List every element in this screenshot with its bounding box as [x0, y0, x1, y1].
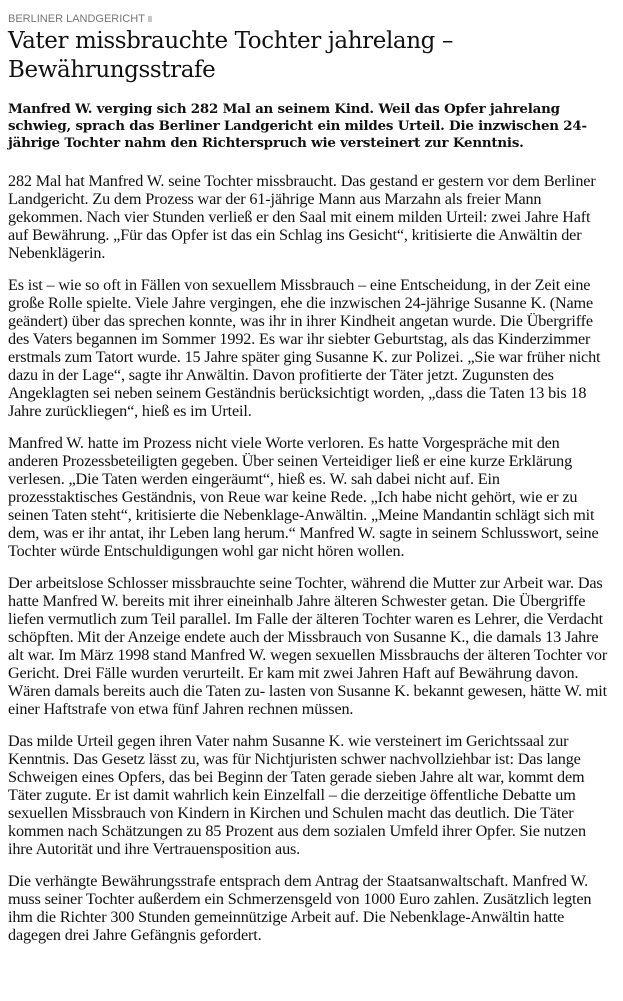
article-body [8, 172, 611, 944]
body-paragraph: 282 Mal hat Manfred W. seine Tochter missbraucht. Das gestand er gestern vor dem Berliner Landgericht. Zu dem Prozess war der 61-jährige Mann aus Marzahn als freier Mann gekommen. Nach vier Stunden verließ er den Saal mit einem milden Urteil: zwei Jahre Haft auf Bewährung. „Für das Opfer ist das ein Schlag ins Gesicht“, kritisierte die Anwältin der Nebenklägerin. [8, 172, 596, 262]
kicker [8, 12, 611, 26]
body-paragraph: Der arbeitslose Schlosser missbrauchte seine Tochter, während die Mutter zur Arbeit war. Das hatte Manfred W. bereits mit ihrer eineinhalb Jahre älteren Schwester getan. Die Übergriffe liefen vermutlich zum Teil parallel. Im Falle der älteren Tochter waren es Lehrer, die Verdacht schöpften. Mit der Anzeige endete auch der Missbrauch von Susanne K., die damals 13 Jahre alt war. Im März 1998 stand Manfred W. wegen sexuellen Missbrauchs der älteren Tochter vor Gericht. Drei Fälle wurden verurteilt. Er kam mit zwei Jahren Haft auf Bewährung davon. Wären damals bereits auch die Taten zu- lasten von Susanne K. bekannt gewesen, hätte W. mit einer Haftstrafe von etwa fünf Jahren rechnen müssen. [8, 574, 608, 718]
headline: Vater missbrauchte Tochter jahrelang – Bewährungsstrafe [8, 28, 453, 83]
body-paragraph: Die verhängte Bewährungsstrafe entsprach dem Antrag der Staatsanwaltschaft. Manfred W. muss seiner Tochter außerdem ein Schmerzensgeld von 1000 Euro zahlen. Zusätzlich legten ihm die Richter 300 Stunden gemeinnützige Arbeit auf. Die Nebenklage-Anwältin hatte dagegen drei Jahre Gefängnis gefordert. [8, 872, 592, 944]
body-paragraph: Es ist – wie so oft in Fällen von sexuellem Missbrauch – eine Entscheidung, in der Zeit eine große Rolle spielte. Viele Jahre vergingen, ehe die inzwischen 24-jährige Susanne K. (Name geändert) über das sprechen konnte, was ihr in ihrer Kindheit angetan wurde. Die Übergriffe des Vaters begannen im Sommer 1992. Es war ihr siebter Geburtstag, als das Kinderzimmer erstmals zum Tatort wurde. 15 Jahre später ging Susanne K. zur Polizei. „Sie war früher nicht dazu in der Lage“, sagte ihr Anwältin. Davon profitierte der Täter jetzt. Zugunsten des Angeklagten sei neben seinem Geständnis berücksichtigt worden, „dass die Taten 13 bis 18 Jahre zurückliegen“, hieß es im Urteil. [8, 276, 601, 420]
lead-paragraph: Manfred W. verging sich 282 Mal an seinem Kind. Weil das Opfer jahrelang schwieg, sprach das Berliner Landgericht ein mildes Urteil. Die inzwischen 24-jährige Tochter nahm den Richterspruch wie versteinert zur Kenntnis. [8, 101, 587, 151]
kicker-label: BERLINER LANDGERICHT [8, 13, 145, 25]
body-paragraph: Manfred W. hatte im Prozess nicht viele Worte verloren. Es hatte Vorgespräche mit den anderen Prozessbeteiligten gegeben. Über seinen Verteidiger ließ er eine kurze Erklärung verlesen. „Die Taten werden eingeräumt“, hieß es. W. sah dabei nicht auf. Ein prozesstaktisches Geständnis, von Reue war keine Rede. „Ich habe nicht gehört, wie er zu seinen Taten steht“, kritisierte die Nebenklage-Anwältin. „Meine Mandantin schlägt sich mit dem, was er ihr antat, ihr Leben lang herum.“ Manfred W. sagte in seinem Schlusswort, seine Tochter würde Entschuldigungen wohl gar nicht hören wollen. [8, 434, 599, 560]
body-paragraph: Das milde Urteil gegen ihren Vater nahm Susanne K. wie versteinert im Gerichtssaal zur Kenntnis. Das Gesetz lässt zu, was für Nichtjuristen schwer nachvollziehbar ist: Das lange Schweigen eines Opfers, das bei Beginn der Taten gerade sieben Jahre alt war, kommt dem Täter zugute. Er ist damit wahrlich kein Einzelfall – die derzeitige öffentliche Debatte um sexuellen Missbrauch von Kindern in Kirchen und Schulen macht das deutlich. Die Täter kommen nach Schätzungen zu 85 Prozent aus dem sozialen Umfeld ihrer Opfer. Sie nutzen ihre Autorität und ihre Vertrauensposition aus. [8, 732, 586, 858]
bookmark-icon[interactable] [148, 16, 152, 22]
